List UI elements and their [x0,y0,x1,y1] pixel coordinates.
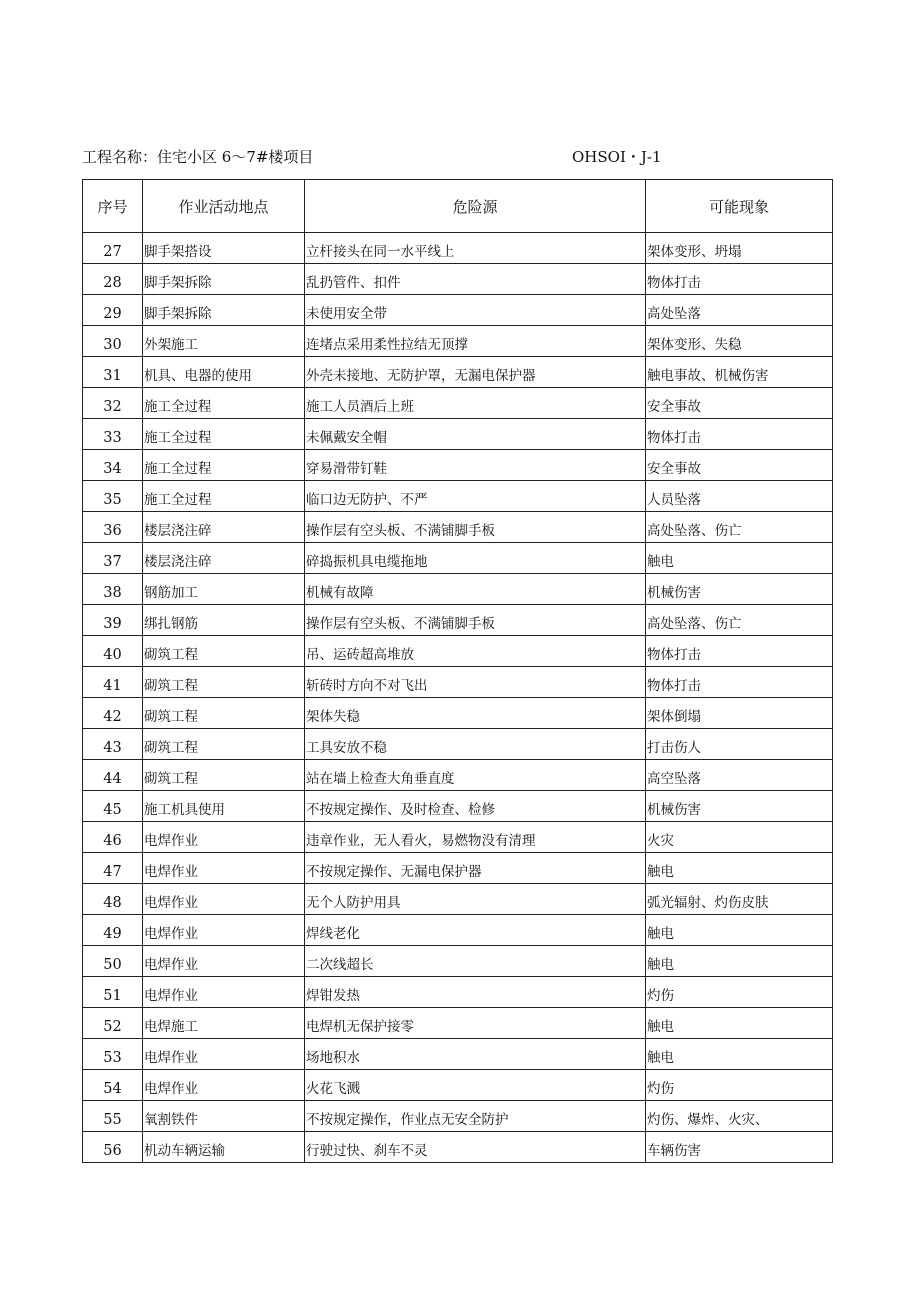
table-row [83,636,833,667]
row-location: 机动车辆运输 [143,1132,305,1163]
table-row [83,1070,833,1101]
row-effect: 弧光辐射、灼伤皮肤 [646,884,833,915]
table-row [83,419,833,450]
row-location: 脚手架拆除 [143,264,305,295]
row-hazard: 火花飞溅 [305,1070,646,1101]
document-code: OHSOI・J-1 [572,148,662,166]
row-effect: 灼伤、爆炸、火灾、 [646,1101,833,1132]
row-effect: 触电 [646,1008,833,1039]
row-location: 施工全过程 [143,481,305,512]
row-hazard: 临口边无防护、不严 [305,481,646,512]
row-location: 脚手架搭设 [143,233,305,264]
row-number: 34 [83,450,143,481]
table-row [83,481,833,512]
column-header-hazard: 危险源 [305,180,646,233]
row-hazard: 焊钳发热 [305,977,646,1008]
row-number: 27 [83,233,143,264]
row-number: 39 [83,605,143,636]
row-number: 55 [83,1101,143,1132]
row-number: 44 [83,760,143,791]
row-hazard: 行驶过快、刹车不灵 [305,1132,646,1163]
row-location: 脚手架拆除 [143,295,305,326]
row-number: 45 [83,791,143,822]
row-number: 40 [83,636,143,667]
row-effect: 机械伤害 [646,574,833,605]
row-number: 50 [83,946,143,977]
row-location: 砌筑工程 [143,667,305,698]
row-effect: 架体变形、失稳 [646,326,833,357]
row-effect: 打击伤人 [646,729,833,760]
table-row [83,295,833,326]
row-effect: 人员坠落 [646,481,833,512]
table-row [83,946,833,977]
row-hazard: 二次线超长 [305,946,646,977]
hazard-table [82,179,833,1163]
row-effect: 高处坠落、伤亡 [646,512,833,543]
row-location: 氧割铁件 [143,1101,305,1132]
row-location: 电焊作业 [143,853,305,884]
table-row [83,822,833,853]
row-location: 电焊作业 [143,1070,305,1101]
table-header-row [83,180,833,233]
table-row [83,1008,833,1039]
project-name: 工程名称：住宅小区 6～7#楼项目 [82,148,314,166]
table-row [83,388,833,419]
row-location: 机具、电器的使用 [143,357,305,388]
row-number: 29 [83,295,143,326]
row-effect: 机械伤害 [646,791,833,822]
row-effect: 触电事故、机械伤害 [646,357,833,388]
row-location: 电焊作业 [143,884,305,915]
row-hazard: 施工人员酒后上班 [305,388,646,419]
column-header-effect: 可能现象 [646,180,833,233]
row-number: 53 [83,1039,143,1070]
row-location: 砌筑工程 [143,698,305,729]
row-location: 电焊作业 [143,1039,305,1070]
table-row [83,450,833,481]
table-row [83,264,833,295]
row-number: 41 [83,667,143,698]
page-header [82,146,832,166]
row-hazard: 连堵点采用柔性拉结无顶撑 [305,326,646,357]
table-header [83,180,833,233]
row-number: 54 [83,1070,143,1101]
row-hazard: 焊线老化 [305,915,646,946]
row-hazard: 不按规定操作、无漏电保护器 [305,853,646,884]
table-row [83,760,833,791]
row-location: 施工机具使用 [143,791,305,822]
row-location: 绑扎钢筋 [143,605,305,636]
row-number: 56 [83,1132,143,1163]
row-hazard: 乱扔管件、扣件 [305,264,646,295]
row-location: 电焊作业 [143,977,305,1008]
row-effect: 灼伤 [646,1070,833,1101]
row-effect: 物体打击 [646,264,833,295]
row-location: 电焊施工 [143,1008,305,1039]
row-hazard: 未使用安全带 [305,295,646,326]
row-effect: 物体打击 [646,636,833,667]
row-number: 48 [83,884,143,915]
row-hazard: 违章作业，无人看火，易燃物没有清理 [305,822,646,853]
row-effect: 灼伤 [646,977,833,1008]
table-row [83,1101,833,1132]
table-row [83,512,833,543]
row-number: 28 [83,264,143,295]
row-hazard: 吊、运砖超高堆放 [305,636,646,667]
row-location: 外架施工 [143,326,305,357]
table-row [83,574,833,605]
table-row [83,1039,833,1070]
row-location: 砌筑工程 [143,636,305,667]
row-hazard: 外壳未接地、无防护罩，无漏电保护器 [305,357,646,388]
row-hazard: 不按规定操作、及时检查、检修 [305,791,646,822]
row-location: 钢筋加工 [143,574,305,605]
row-number: 36 [83,512,143,543]
table-row [83,1132,833,1163]
table-row [83,977,833,1008]
table-row [83,853,833,884]
row-effect: 物体打击 [646,667,833,698]
row-effect: 架体倒塌 [646,698,833,729]
table-row [83,791,833,822]
row-number: 47 [83,853,143,884]
row-number: 43 [83,729,143,760]
row-location: 电焊作业 [143,915,305,946]
row-effect: 高处坠落 [646,295,833,326]
row-number: 37 [83,543,143,574]
table-row [83,326,833,357]
row-effect: 触电 [646,915,833,946]
row-effect: 火灾 [646,822,833,853]
table-row [83,729,833,760]
row-number: 33 [83,419,143,450]
row-location: 楼层浇注碎 [143,512,305,543]
row-location: 楼层浇注碎 [143,543,305,574]
row-location: 电焊作业 [143,822,305,853]
row-location: 施工全过程 [143,388,305,419]
row-effect: 车辆伤害 [646,1132,833,1163]
row-number: 32 [83,388,143,419]
row-hazard: 无个人防护用具 [305,884,646,915]
row-effect: 触电 [646,543,833,574]
table-row [83,233,833,264]
table-row [83,667,833,698]
table-row [83,884,833,915]
table-row [83,605,833,636]
row-hazard: 操作层有空头板、不满铺脚手板 [305,605,646,636]
row-effect: 架体变形、坍塌 [646,233,833,264]
row-number: 35 [83,481,143,512]
row-effect: 安全事故 [646,388,833,419]
row-number: 46 [83,822,143,853]
row-hazard: 穿易滑带钉鞋 [305,450,646,481]
row-number: 52 [83,1008,143,1039]
row-effect: 高处坠落、伤亡 [646,605,833,636]
table-body [83,233,833,1163]
row-hazard: 不按规定操作，作业点无安全防护 [305,1101,646,1132]
row-location: 砌筑工程 [143,760,305,791]
row-location: 电焊作业 [143,946,305,977]
row-number: 42 [83,698,143,729]
row-hazard: 碎捣振机具电缆拖地 [305,543,646,574]
column-header-number: 序号 [83,180,143,233]
row-number: 49 [83,915,143,946]
row-hazard: 架体失稳 [305,698,646,729]
row-location: 砌筑工程 [143,729,305,760]
row-effect: 高空坠落 [646,760,833,791]
row-hazard: 电焊机无保护接零 [305,1008,646,1039]
row-hazard: 机械有故障 [305,574,646,605]
row-number: 31 [83,357,143,388]
row-hazard: 站在墙上检查大角垂直度 [305,760,646,791]
row-hazard: 立杆接头在同一水平线上 [305,233,646,264]
row-hazard: 斩砖时方向不对飞出 [305,667,646,698]
row-hazard: 场地积水 [305,1039,646,1070]
row-hazard: 工具安放不稳 [305,729,646,760]
row-number: 30 [83,326,143,357]
row-number: 38 [83,574,143,605]
table-row [83,543,833,574]
column-header-location: 作业活动地点 [143,180,305,233]
table-row [83,915,833,946]
row-effect: 物体打击 [646,419,833,450]
row-location: 施工全过程 [143,450,305,481]
table-row [83,698,833,729]
row-location: 施工全过程 [143,419,305,450]
row-effect: 触电 [646,853,833,884]
row-number: 51 [83,977,143,1008]
row-effect: 触电 [646,1039,833,1070]
row-effect: 触电 [646,946,833,977]
table-row [83,357,833,388]
row-effect: 安全事故 [646,450,833,481]
row-hazard: 未佩戴安全帽 [305,419,646,450]
row-hazard: 操作层有空头板、不满铺脚手板 [305,512,646,543]
